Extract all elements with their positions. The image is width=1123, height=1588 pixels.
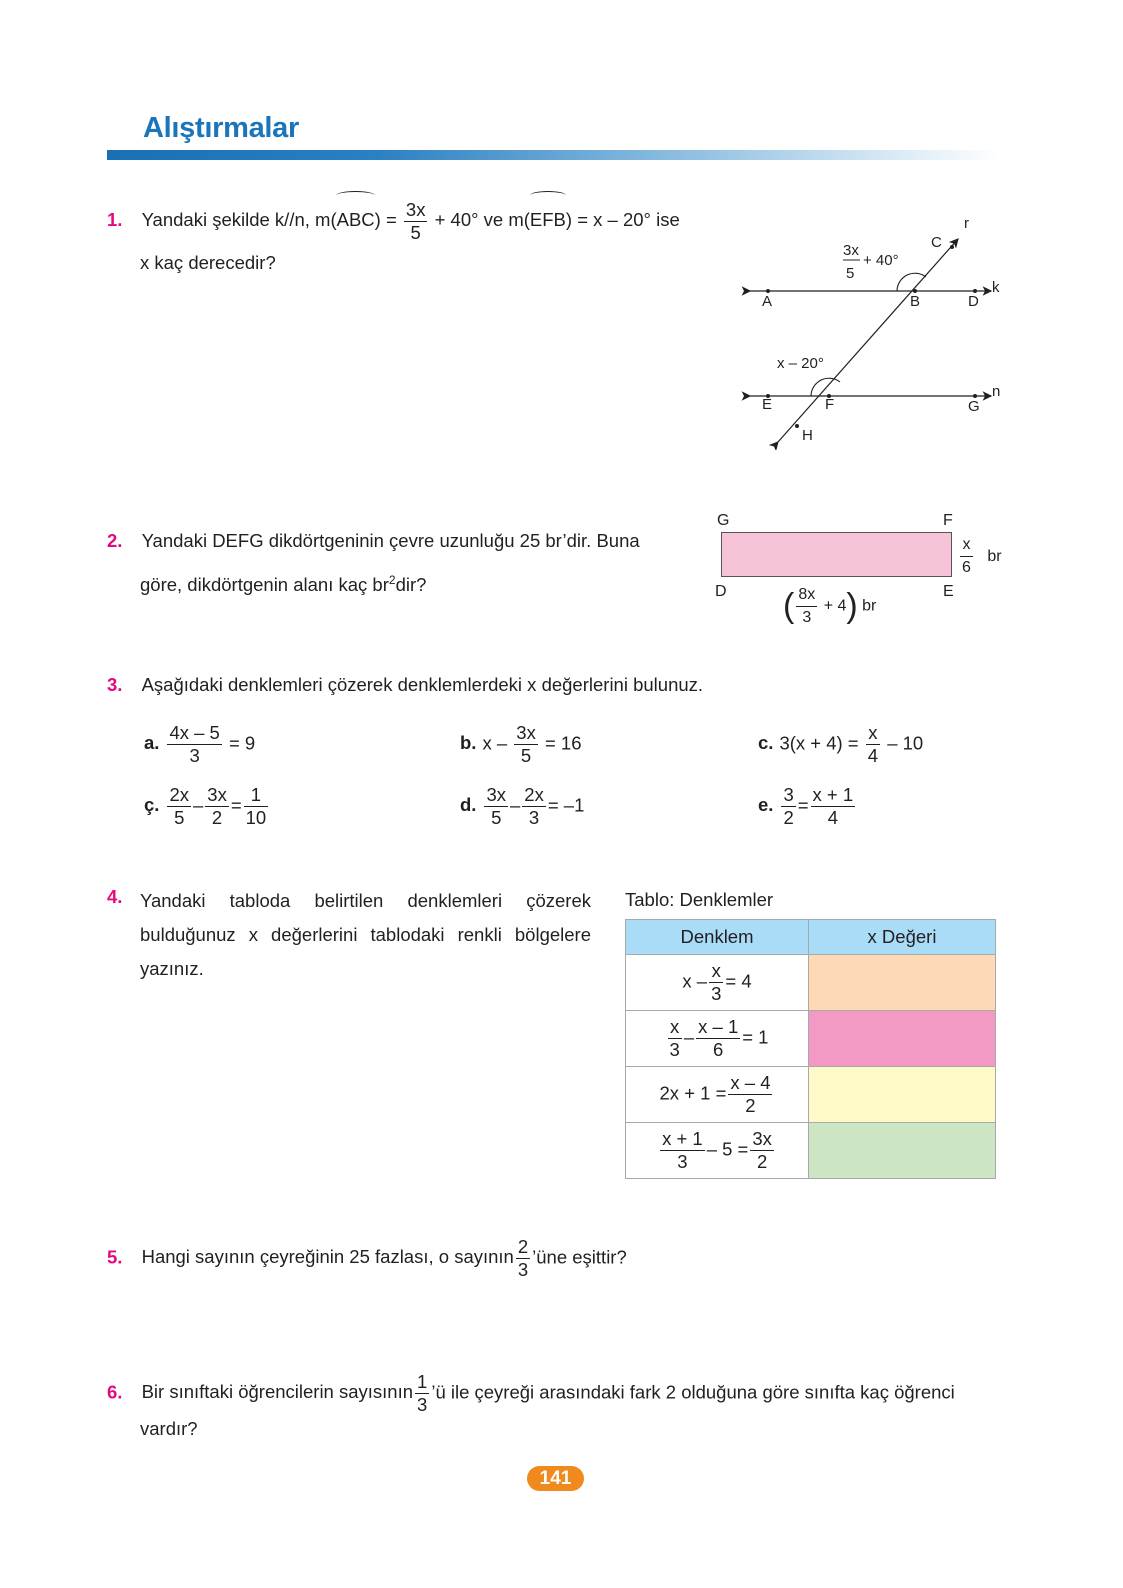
question-1-line2: x kaç derecedir? [140,252,276,273]
fraction [660,1128,705,1173]
label-n: n [992,383,1001,400]
denominator: 3 [528,807,540,828]
text: – [510,794,521,816]
question-text: Aşağıdaki denklemleri çözerek denklemlerdeki x değerlerini bulunuz. [141,674,704,695]
question-text: Yandaki şekilde k//n, m [141,209,331,230]
label-g: G [717,512,730,529]
numerator: x + 1 [812,784,854,805]
numerator: 8x [796,584,817,607]
numerator: 4x – 5 [169,722,220,743]
denominator: 5 [491,807,502,828]
question-text: Bir sınıftaki öğrencilerin sayısının [141,1381,414,1403]
page-number-badge: 141 [527,1466,584,1491]
equations-table [625,919,996,1179]
denominator: 3 [517,1259,529,1280]
angle-abc: (ABC) [330,196,380,244]
denominator: 4 [867,745,879,766]
item-label: b. [460,732,477,754]
question-text: ’üne eşittir? [532,1246,627,1268]
label-e: E [943,583,954,600]
angle-arc-efb [811,378,840,396]
label-d: D [715,583,727,600]
answer-cell[interactable] [809,1011,996,1067]
equation-cell [626,1067,809,1123]
angle1-denominator: 5 [846,265,855,282]
fraction [522,784,546,829]
denominator: 5 [174,807,185,828]
fraction [167,784,191,829]
answer-cell[interactable] [809,955,996,1011]
label-c: C [931,234,942,251]
numerator: x – 4 [730,1072,771,1093]
table-row [626,1011,996,1067]
equation-cell [626,1123,809,1179]
numerator: 2x [524,784,544,805]
answer-cell[interactable] [809,1123,996,1179]
question-2 [107,530,640,552]
denominator: 2 [211,807,223,828]
denominator: 3 [669,1039,680,1060]
numerator: x – 1 [698,1016,739,1037]
equation-cell [626,1011,809,1067]
text: x – [482,732,508,754]
text: – 5 = [706,1138,749,1160]
denominator: 4 [827,807,838,828]
superscript: 2 [388,573,396,587]
numerator: 1 [244,784,269,807]
text: = [797,794,809,816]
text: x – [682,970,708,992]
equation-b [460,722,582,767]
table-header-row [626,920,996,955]
text: – 10 [887,732,924,754]
label-d: D [968,293,979,310]
table-row [626,955,996,1011]
item-label: a. [144,732,160,754]
label-h: H [802,427,813,444]
item-label: d. [460,794,477,816]
denominator: 5 [410,221,421,243]
fraction [668,1016,682,1061]
text: + 4 [823,597,847,615]
numerator: x [866,722,880,745]
question-2-line2 [140,573,426,596]
line-r [778,239,958,442]
text: – [192,794,204,816]
fraction [244,784,269,829]
question-text: Hangi sayının çeyreğinin 25 fazlası, o sayının [141,1246,514,1268]
angle-efb: (EFB) [524,196,572,244]
numerator: 1 [417,1371,428,1392]
question-text: ’ü ile çeyreği arasındaki fark 2 olduğuna göre sınıfta kaç öğrenci [431,1381,955,1403]
numerator: 3x [405,198,426,220]
fraction [728,1072,772,1117]
fraction [796,584,817,629]
item-label: e. [758,794,774,816]
label-a: A [762,293,773,310]
denominator: 2 [745,1095,756,1116]
denominator: 6 [962,559,971,576]
equation-cell [626,955,809,1011]
item-label: c. [758,732,774,754]
fraction [415,1371,429,1416]
item-label: ç. [144,794,160,816]
question-5 [107,1236,627,1281]
equation-c [758,722,923,767]
fraction [781,784,795,829]
question-text: + 40° ve m [434,209,524,230]
text: = 4 [725,970,752,992]
fraction [404,199,428,244]
question-1 [107,196,680,244]
title-underline-bar [107,150,1000,160]
text: 3(x + 4) = [779,732,859,754]
question-text: = x – 20° ise [577,209,680,230]
question-6 [107,1371,955,1416]
unit: br [987,547,1002,565]
fraction [750,1128,774,1173]
fraction [811,784,856,829]
numerator: x [960,534,973,557]
label-k: k [992,279,1000,296]
numerator: 3x [486,784,506,805]
header-x-degeri: x Değeri [809,920,996,955]
numerator: 3 [783,784,794,805]
fraction [484,784,508,829]
equals: = [385,209,397,230]
text: – [683,1026,695,1048]
text: = –1 [547,794,585,816]
numerator: 3x [752,1128,772,1149]
side-length [958,534,1002,579]
fraction [960,534,973,579]
table-caption: Tablo: Denklemler [625,889,774,910]
answer-cell[interactable] [809,1067,996,1123]
label-f: F [943,512,953,529]
numerator: 2x [169,784,189,805]
numerator: 3x [207,784,227,805]
text: 2x + 1 = [659,1082,727,1104]
denominator: 10 [245,807,267,828]
fraction [205,784,229,829]
numerator: x [668,1016,682,1039]
text: = 16 [544,732,582,754]
label-b: B [910,293,921,310]
question-number: 6. [107,1381,123,1403]
equation-d [460,784,584,829]
denominator: 3 [417,1394,428,1415]
denominator: 2 [783,807,794,828]
question-number: 5. [107,1246,123,1268]
table-row [626,1123,996,1179]
numerator: x [709,960,723,983]
text: göre, dikdörtgenin alanı kaç br [140,574,389,596]
denominator: 6 [713,1039,724,1060]
parallel-lines-diagram [730,210,1010,450]
bottom-length: ( $\frac{8x}{3}$ + 4) br [783,584,876,629]
text: dir? [395,574,427,596]
question-number: 4. [107,886,123,907]
equation-e [758,784,857,829]
angle1-rest: + 40° [863,252,899,269]
denominator: 5 [520,745,532,766]
question-text: Yandaki DEFG dikdörtgeninin çevre uzunluğu 25 br’dir. Buna [141,530,640,551]
label-r: r [964,215,969,232]
fraction [514,722,538,767]
denominator: 3 [802,609,812,626]
question-3 [107,674,703,696]
equation-c-cedilla [144,784,270,829]
denominator: 3 [677,1151,688,1172]
denominator: 2 [757,1151,768,1172]
angle1-numerator: 3x [843,242,859,259]
fraction [516,1236,530,1281]
fraction [696,1016,740,1061]
fraction [709,960,723,1005]
angle-arc-abc [897,273,926,291]
denominator: 3 [711,983,722,1004]
label-e: E [762,396,773,413]
table-row [626,1067,996,1123]
text: = [230,794,242,816]
fraction [866,722,880,767]
question-4-text: Yandaki tabloda belirtilen denklemleri çözerek bulduğunuz x değerlerini tablodaki renkli bölgelere yazınız. [140,890,591,979]
fraction [167,722,221,767]
angle2-label: x – 20° [777,355,824,372]
header-denklem: Denklem [626,920,809,955]
equation-a [144,722,255,767]
denominator: 3 [189,745,200,766]
label-f: F [825,396,835,413]
numerator: 3x [516,722,536,743]
unit: br [862,597,877,615]
question-6-line2: vardır? [140,1418,198,1439]
question-number: 3. [107,674,123,695]
text: = 1 [742,1026,769,1048]
page-title: Alıştırmalar [143,112,299,144]
text: = 9 [228,732,256,754]
rectangle-defg [721,532,952,577]
question-number: 2. [107,530,123,551]
numerator: x + 1 [662,1128,703,1149]
question-number: 1. [107,209,123,230]
numerator: 2 [517,1236,529,1257]
label-g: G [968,398,980,415]
